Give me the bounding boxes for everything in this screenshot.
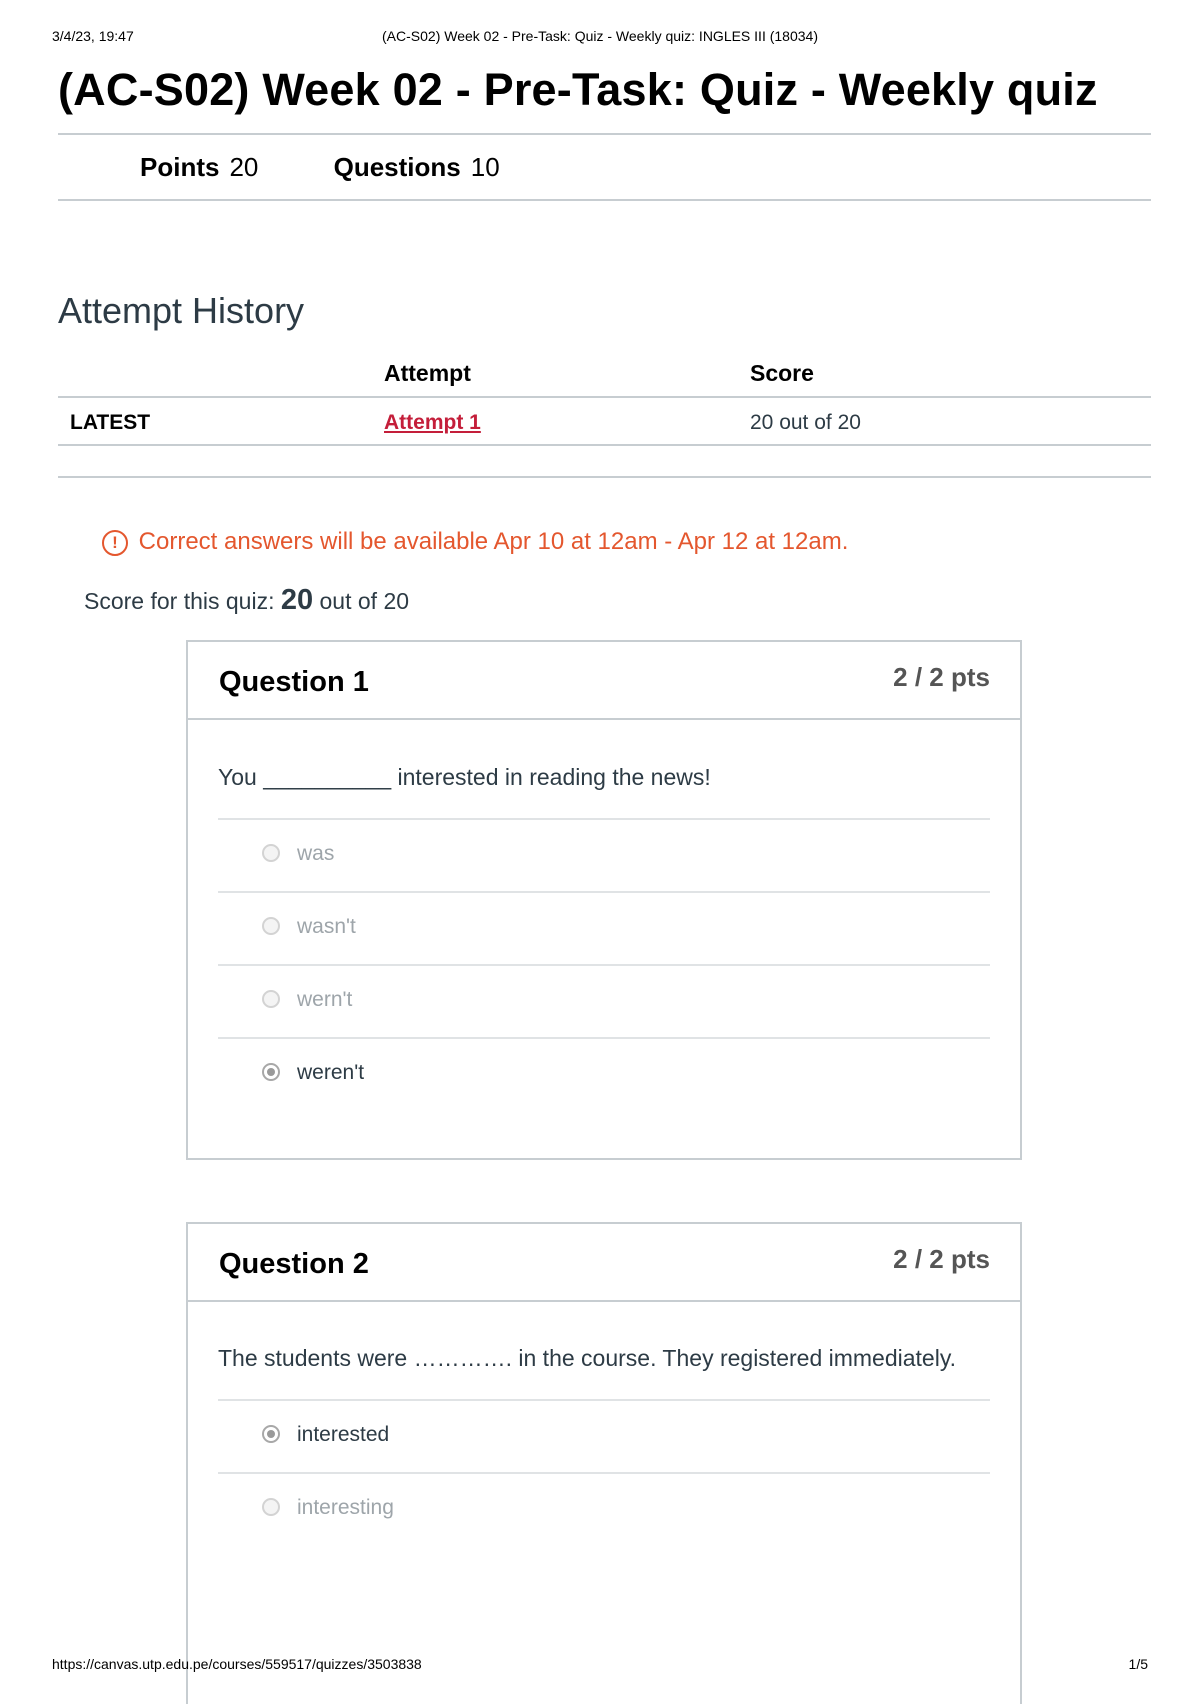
answer-option[interactable] (218, 891, 990, 964)
attempt-score: 20 out of 20 (750, 411, 861, 434)
divider (58, 199, 1151, 201)
question-header (188, 1224, 1020, 1302)
page-title: (AC-S02) Week 02 - Pre-Task: Quiz - Weekly quiz (58, 64, 1098, 115)
answer-label: interested (297, 1423, 390, 1446)
notice-text: Correct answers will be available Apr 10 at 12am - Apr 12 at 12am. (138, 528, 849, 555)
print-date: 3/4/23, 19:47 (52, 28, 134, 44)
print-url: https://canvas.utp.edu.pe/courses/559517/quizzes/3503838 (52, 1656, 422, 1672)
answer-option-selected[interactable] (218, 1037, 990, 1110)
score-prefix: Score for this quiz: (84, 588, 275, 614)
print-doc-title: (AC-S02) Week 02 - Pre-Task: Quiz - Weekly quiz: INGLES III (18034) (382, 28, 818, 44)
question-text: You __________ interested in reading the news! (218, 764, 711, 790)
points-label: Points (140, 152, 220, 182)
points-meta (140, 152, 258, 183)
answer-option-selected[interactable] (218, 1401, 990, 1472)
answer-label: wern't (297, 988, 353, 1011)
print-footer (52, 1656, 1148, 1676)
score-value: 20 (280, 584, 314, 616)
answer-option[interactable] (218, 964, 990, 1037)
question-body (188, 759, 1020, 1110)
question-text: The students were …………. in the course. They registered immediately. (218, 1345, 957, 1371)
quiz-meta (140, 152, 568, 183)
question-title: Question 2 (219, 1248, 369, 1280)
question-points: 2 / 2 pts (893, 1244, 990, 1274)
question-card-1 (186, 640, 1022, 1160)
latest-label: LATEST (70, 411, 151, 434)
questions-value: 10 (470, 152, 500, 182)
question-card-2 (186, 1222, 1022, 1704)
question-title: Question 1 (219, 666, 369, 698)
radio-button-selected[interactable] (262, 1425, 280, 1443)
question-points: 2 / 2 pts (893, 662, 990, 692)
answer-label: weren't (297, 1061, 365, 1084)
answer-label: wasn't (297, 915, 356, 938)
points-value: 20 (229, 152, 259, 182)
radio-button-selected[interactable] (262, 1063, 280, 1081)
radio-button[interactable] (262, 844, 280, 862)
score-suffix: out of 20 (319, 588, 410, 614)
quiz-score (84, 584, 409, 617)
divider (58, 476, 1151, 478)
question-body (188, 1340, 1020, 1545)
question-header (188, 642, 1020, 720)
answer-option[interactable] (218, 820, 990, 891)
radio-button[interactable] (262, 917, 280, 935)
answer-list (218, 1399, 990, 1545)
table-row (58, 396, 1151, 446)
radio-button[interactable] (262, 990, 280, 1008)
table-header (58, 356, 1151, 396)
answers-availability-notice (102, 528, 848, 556)
radio-button[interactable] (262, 1498, 280, 1516)
col-attempt-header: Attempt (384, 360, 471, 386)
attempt-1-link[interactable]: Attempt 1 (384, 411, 481, 434)
print-header (52, 28, 1148, 48)
answer-label: was (297, 842, 335, 865)
page-number: 1/5 (1128, 1656, 1148, 1672)
answer-label: interesting (297, 1496, 394, 1519)
questions-meta (334, 152, 500, 183)
col-score-header: Score (750, 360, 814, 386)
answer-list (218, 818, 990, 1110)
questions-label: Questions (333, 152, 461, 182)
divider (58, 133, 1151, 135)
warning-circle-icon: ! (102, 530, 128, 556)
attempt-history-title: Attempt History (58, 290, 305, 331)
attempt-history-table (58, 356, 1151, 446)
answer-option[interactable] (218, 1472, 990, 1545)
